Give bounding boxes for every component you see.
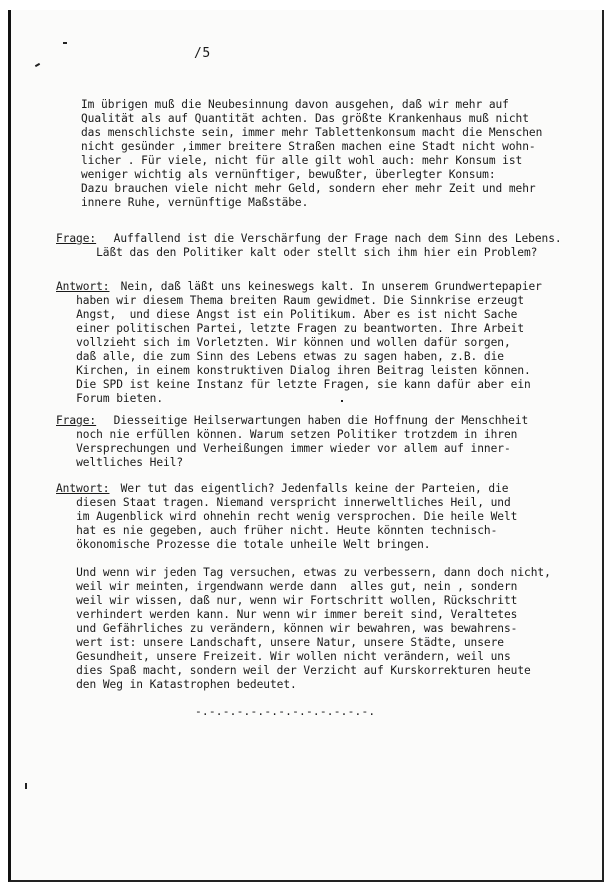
page-number: /5 [194,46,211,61]
text-line: Qualität als auf Quantität achten. Das größte Krankenhaus muß nicht [81,112,529,125]
text-line: Kirchen, in einem konstruktiven Dialog ihren Beitrag leisten können. [36,364,531,377]
text-line: diesen Staat tragen. Niemand verspricht innerweltliches Heil, und [36,496,511,509]
text-line: weniger wichtig als vernünftiger, bewußter, überlegter Konsum: [81,168,496,181]
scan-mark [25,783,27,789]
text-line: Läßt das den Politiker kalt oder stellt sich ihm hier ein Problem? [56,246,538,259]
text-line: wert ist: unsere Landschaft, unsere Natur, unsere Städte, unsere [36,636,504,649]
text-line: weil wir wissen, daß nur, wenn wir Fortschritt wollen, Rückschritt [36,594,518,607]
text-line: Gesundheit, unsere Freizeit. Wir wollen nicht verändern, weil uns [36,650,511,663]
text-line: Versprechungen und Verheißungen immer wieder vor allem auf inner- [36,442,511,455]
text-line: daß alle, die zum Sinn des Lebens etwas zu sagen haben, z.B. die [36,350,504,363]
text-line: Auffallend ist die Verschärfung der Frage nach dem Sinn des Lebens. [107,232,562,245]
text-line: Dazu brauchen viele nicht mehr Geld, sondern eher mehr Zeit und mehr [81,182,536,195]
text-line: weltliches Heil? [36,456,184,469]
text-line: einer politischen Partei, letzte Fragen zu beantworten. Ihre Arbeit [36,322,525,335]
text-line: Wer tut das eigentlich? Jedenfalls keine der Parteien, die [114,482,509,495]
scan-mark [63,42,67,44]
document-page [8,10,604,882]
text-line: licher . Für viele, nicht für alle gilt wohl auch: mehr Konsum ist [81,154,523,167]
text-line: Die SPD ist keine Instanz für letzte Fragen, sie kann dafür aber ein [36,378,531,391]
answer-label: Antwort: [56,280,110,293]
question-label: Frage: [56,232,97,245]
text-line: innere Ruhe, vernünftige Maßstäbe. [81,196,309,209]
text-line: weil wir meinten, irgendwann werde dann alles gut, nein , sondern [36,580,518,593]
text-line: Und wenn wir jeden Tag versuchen, etwas zu verbessern, dann doch nicht, [36,566,551,579]
text-line: haben wir diesem Thema breiten Raum gewidmet. Die Sinnkrise erzeugt [36,294,525,307]
text-line: dies Spaß macht, sondern weil der Verzicht auf Kurskorrekturen heute [36,664,531,677]
text-line: und Gefährliches zu verändern, können wir bewahren, was bewahrens- [36,622,518,635]
text-line: nicht gesünder ,immer breitere Straßen machen eine Stadt nicht wohn- [81,140,536,153]
answer-label: Antwort: [56,482,110,495]
text-line: Forum bieten. [36,392,164,405]
text-line: hat es nie gegeben, auch früher nicht. Heute könnten technisch- [36,524,498,537]
text-line: noch nie erfüllen können. Warum setzen Politiker trotzdem in ihren [36,428,518,441]
text-line: das menschlichste sein, immer mehr Tablettenkonsum macht die Menschen [81,126,543,139]
text-line: ökonomische Prozesse die totale unheile Welt bringen. [36,538,431,551]
text-line: verhindert werden kann. Nur wenn wir immer bereit sind, Veraltetes [36,608,518,621]
end-separator: -.-.-.-.-.-.-.-.-.-.-.-.-. [195,705,376,718]
scan-mark [35,63,40,67]
text-line: vollzieht sich im Vorletzten. Wir können und wollen dafür sorgen, [36,336,511,349]
text-line: Angst, und diese Angst ist ein Politikum. Aber es ist nicht Sache [36,308,518,321]
text-line: im Augenblick wird ohnehin recht wenig versprochen. Die heile Welt [36,510,518,523]
text-line: Nein, daß läßt uns keineswegs kalt. In unserem Grundwertepapier [114,280,542,293]
text-line: Diesseitige Heilserwartungen haben die Hoffnung der Menschheit [107,414,529,427]
scan-mark [341,400,343,402]
question-label: Frage: [56,414,97,427]
text-line: Im übrigen muß die Neubesinnung davon ausgehen, daß wir mehr auf [81,98,509,111]
text-line: den Weg in Katastrophen bedeutet. [36,678,297,691]
